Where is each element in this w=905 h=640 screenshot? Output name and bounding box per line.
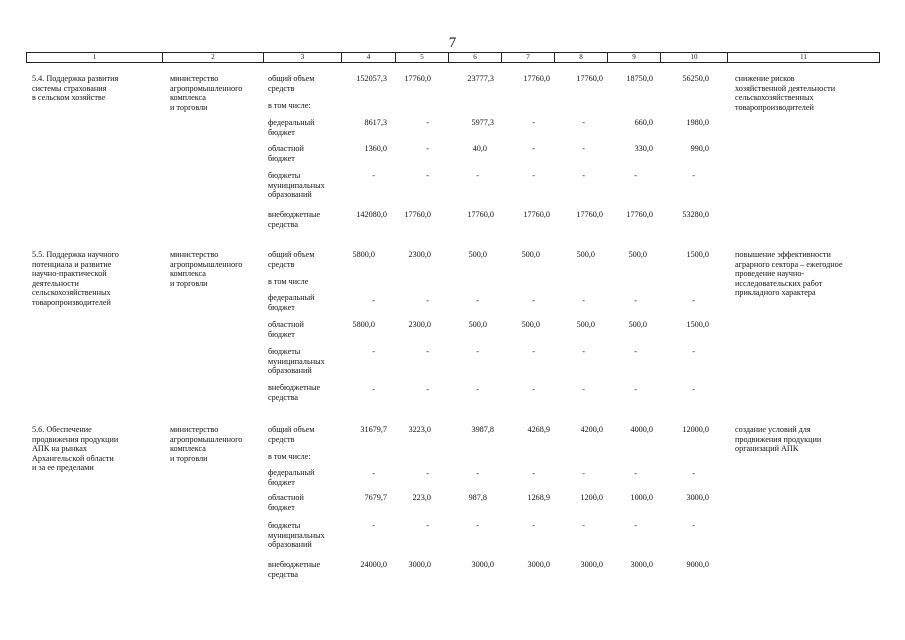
value-total-col4: 5800,0 (352, 250, 375, 259)
value-total-col9: 4000,0 (630, 425, 653, 434)
value-federal-col6: - (476, 469, 479, 478)
funding-source-including: в том числе: (268, 101, 311, 110)
value-regional-col5: - (426, 144, 429, 153)
value-municipal-col9: - (634, 347, 637, 356)
funding-source-municipal: бюджеты муниципальных образований (268, 347, 325, 376)
value-federal-col7: - (532, 469, 535, 478)
header-col-10: 10 (660, 53, 727, 62)
value-extrabudget-col10: 9000,0 (686, 560, 709, 569)
value-municipal-col7: - (532, 521, 535, 530)
value-regional-col4: 1360,0 (364, 144, 387, 153)
value-total-col9: 500,0 (628, 250, 647, 259)
expected-result: создание условий для продвижения продукции организаций АПК (735, 425, 822, 454)
value-municipal-col10: - (692, 521, 695, 530)
funding-source-extrabudget: внебюджетные средства (268, 560, 321, 579)
value-extrabudget-col4: 24000,0 (360, 560, 387, 569)
value-regional-col5: 2300,0 (408, 320, 431, 329)
value-regional-col8: 1200,0 (580, 493, 603, 502)
funding-source-including: в том числе (268, 277, 309, 286)
value-total-col7: 4268,9 (527, 425, 550, 434)
funding-source-federal: федеральный бюджет (268, 118, 315, 137)
value-extrabudget-col4: - (372, 385, 375, 394)
value-regional-col9: 1000,0 (630, 493, 653, 502)
value-extrabudget-col4: 142080,0 (356, 210, 387, 219)
value-regional-col6: 500,0 (468, 320, 487, 329)
value-total-col10: 56250,0 (682, 74, 709, 83)
funding-source-extrabudget: внебюджетные средства (268, 210, 321, 229)
value-extrabudget-col7: - (532, 385, 535, 394)
funding-source-total: общий объем средств (268, 425, 315, 444)
value-municipal-col5: - (426, 171, 429, 180)
value-municipal-col8: - (582, 171, 585, 180)
funding-source-regional: областной бюджет (268, 320, 304, 339)
value-federal-col5: - (426, 118, 429, 127)
value-federal-col6: - (476, 296, 479, 305)
value-municipal-col7: - (532, 347, 535, 356)
funding-source-total: общий объем средств (268, 74, 315, 93)
header-col-4: 4 (341, 53, 395, 62)
value-federal-col10: - (692, 469, 695, 478)
value-extrabudget-col7: 17760,0 (523, 210, 550, 219)
section-description: 5.6. Обеспечение продвижения продукции АПК на рынках Архангельской области и за ее пределами (32, 425, 119, 473)
value-total-col9: 18750,0 (626, 74, 653, 83)
value-municipal-col4: - (372, 347, 375, 356)
funding-source-federal: федеральный бюджет (268, 468, 315, 487)
value-federal-col7: - (532, 118, 535, 127)
value-total-col7: 17760,0 (523, 74, 550, 83)
header-col-2: 2 (162, 53, 263, 62)
value-federal-col4: 8617,3 (364, 118, 387, 127)
table-header-row (26, 52, 880, 63)
header-col-6: 6 (448, 53, 501, 62)
value-total-col6: 500,0 (468, 250, 487, 259)
value-total-col4: 31679,7 (360, 425, 387, 434)
value-federal-col9: 660,0 (634, 118, 653, 127)
value-total-col4: 152057,3 (356, 74, 387, 83)
value-regional-col10: 1500,0 (686, 320, 709, 329)
value-municipal-col10: - (692, 171, 695, 180)
value-extrabudget-col10: 53280,0 (682, 210, 709, 219)
header-col-11: 11 (727, 53, 879, 62)
value-regional-col7: 500,0 (521, 320, 540, 329)
value-regional-col7: - (532, 144, 535, 153)
value-federal-col5: - (426, 469, 429, 478)
value-total-col7: 500,0 (521, 250, 540, 259)
value-federal-col8: - (582, 469, 585, 478)
value-regional-col9: 500,0 (628, 320, 647, 329)
value-municipal-col10: - (692, 347, 695, 356)
value-municipal-col7: - (532, 171, 535, 180)
responsible-org: министерство агропромышленного комплекса и торговли (170, 425, 243, 463)
header-col-8: 8 (554, 53, 607, 62)
header-col-7: 7 (501, 53, 554, 62)
section-description: 5.5. Поддержка научного потенциала и развитие научно-практической деятельности сельскохозяйственных товаропроизводителей (32, 250, 119, 307)
value-total-col5: 2300,0 (408, 250, 431, 259)
value-extrabudget-col5: - (426, 385, 429, 394)
value-extrabudget-col9: - (634, 385, 637, 394)
header-col-3: 3 (263, 53, 341, 62)
value-regional-col9: 330,0 (634, 144, 653, 153)
expected-result: повышение эффективности аграрного сектора – ежегодное проведение научно- исследовательских работ прикладного характера (735, 250, 843, 298)
value-federal-col7: - (532, 296, 535, 305)
value-municipal-col6: - (476, 521, 479, 530)
header-col-9: 9 (607, 53, 660, 62)
value-extrabudget-col8: 3000,0 (580, 560, 603, 569)
value-extrabudget-col5: 17760,0 (404, 210, 431, 219)
funding-source-including: в том числе: (268, 452, 311, 461)
funding-source-municipal: бюджеты муниципальных образований (268, 521, 325, 550)
value-extrabudget-col10: - (692, 385, 695, 394)
value-regional-col7: 1268,9 (527, 493, 550, 502)
funding-source-federal: федеральный бюджет (268, 293, 315, 312)
expected-result: снижение рисков хозяйственной деятельности сельскохозяйственных товаропроизводителей (735, 74, 836, 112)
value-regional-col10: 3000,0 (686, 493, 709, 502)
value-total-col8: 17760,0 (576, 74, 603, 83)
section-description: 5.4. Поддержка развития системы страхования в сельском хозяйстве (32, 74, 119, 103)
value-regional-col6: 40,0 (472, 144, 487, 153)
value-extrabudget-col5: 3000,0 (408, 560, 431, 569)
responsible-org: министерство агропромышленного комплекса и торговли (170, 74, 243, 112)
value-total-col8: 4200,0 (580, 425, 603, 434)
value-extrabudget-col6: 3000,0 (471, 560, 494, 569)
value-federal-col5: - (426, 296, 429, 305)
value-municipal-col5: - (426, 347, 429, 356)
value-municipal-col9: - (634, 171, 637, 180)
value-municipal-col4: - (372, 521, 375, 530)
funding-source-regional: областной бюджет (268, 493, 304, 512)
value-total-col6: 23777,3 (467, 74, 494, 83)
value-regional-col4: 7679,7 (364, 493, 387, 502)
value-total-col5: 3223,0 (408, 425, 431, 434)
value-municipal-col9: - (634, 521, 637, 530)
value-total-col5: 17760,0 (404, 74, 431, 83)
value-federal-col4: - (372, 469, 375, 478)
value-federal-col8: - (582, 296, 585, 305)
value-municipal-col8: - (582, 347, 585, 356)
funding-source-extrabudget: внебюджетные средства (268, 383, 321, 402)
value-municipal-col6: - (476, 347, 479, 356)
value-regional-col6: 987,8 (468, 493, 487, 502)
value-regional-col8: - (582, 144, 585, 153)
value-regional-col8: 500,0 (576, 320, 595, 329)
page-number: 7 (448, 35, 457, 51)
value-extrabudget-col7: 3000,0 (527, 560, 550, 569)
value-federal-col6: 5977,3 (471, 118, 494, 127)
funding-source-regional: областной бюджет (268, 144, 304, 163)
value-federal-col10: - (692, 296, 695, 305)
value-regional-col4: 5800,0 (352, 320, 375, 329)
value-federal-col4: - (372, 296, 375, 305)
value-federal-col8: - (582, 118, 585, 127)
value-extrabudget-col6: 17760,0 (467, 210, 494, 219)
value-total-col8: 500,0 (576, 250, 595, 259)
value-regional-col5: 223,0 (412, 493, 431, 502)
value-federal-col10: 1980,0 (686, 118, 709, 127)
value-regional-col10: 990,0 (690, 144, 709, 153)
value-total-col10: 1500,0 (686, 250, 709, 259)
value-municipal-col8: - (582, 521, 585, 530)
value-total-col10: 12000,0 (682, 425, 709, 434)
value-municipal-col5: - (426, 521, 429, 530)
header-col-1: 1 (92, 53, 97, 61)
value-extrabudget-col6: - (476, 385, 479, 394)
value-extrabudget-col8: 17760,0 (576, 210, 603, 219)
value-extrabudget-col8: - (582, 385, 585, 394)
value-extrabudget-col9: 17760,0 (626, 210, 653, 219)
value-extrabudget-col9: 3000,0 (630, 560, 653, 569)
value-municipal-col6: - (476, 171, 479, 180)
funding-source-total: общий объем средств (268, 250, 315, 269)
header-col-5: 5 (395, 53, 448, 62)
funding-source-municipal: бюджеты муниципальных образований (268, 171, 325, 200)
value-municipal-col4: - (372, 171, 375, 180)
responsible-org: министерство агропромышленного комплекса и торговли (170, 250, 243, 288)
value-federal-col9: - (634, 469, 637, 478)
value-federal-col9: - (634, 296, 637, 305)
value-total-col6: 3987,8 (471, 425, 494, 434)
